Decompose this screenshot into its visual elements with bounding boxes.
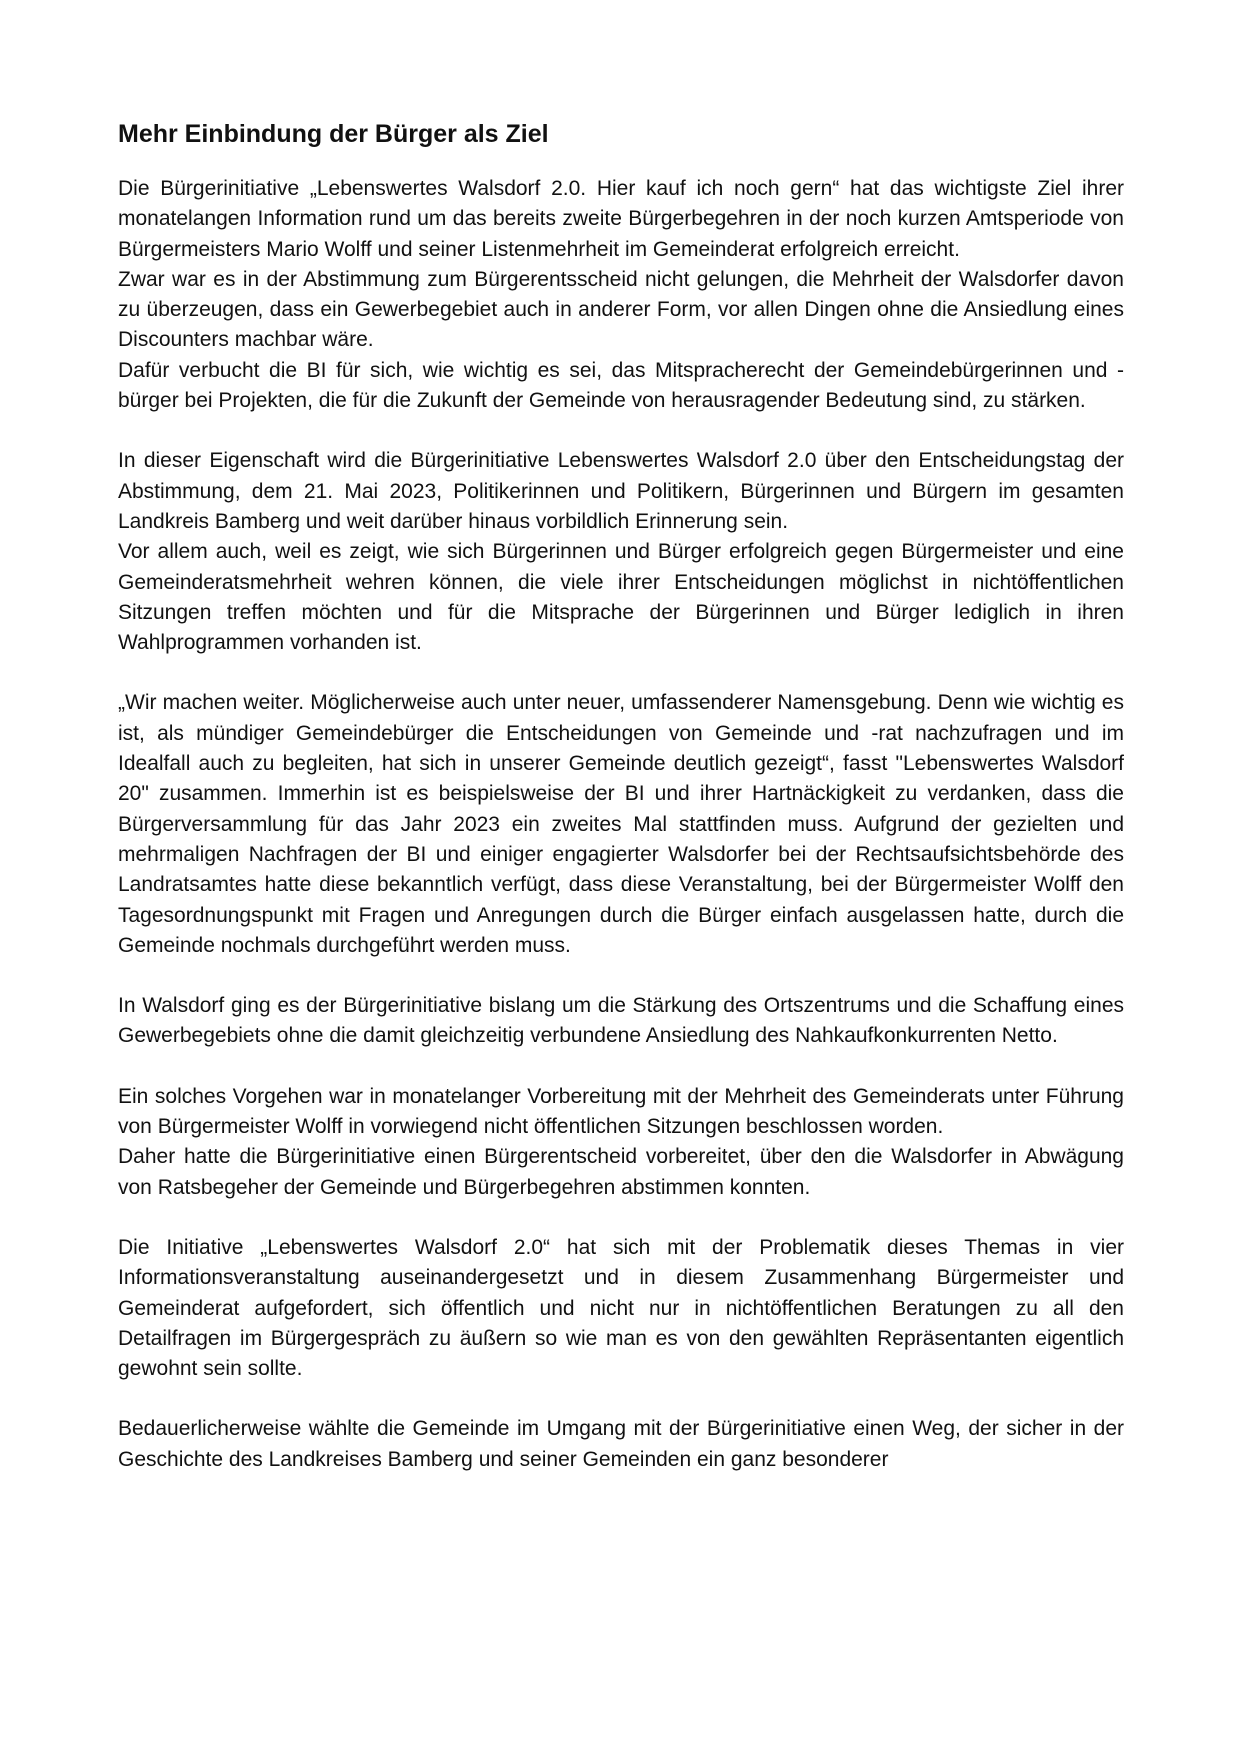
- paragraph-3-line-1: „Wir machen weiter. Möglicherweise auch unter neuer, umfassenderer Namensgebung. Denn wie wichtig es ist, als mündiger Gemeindebürger die Entscheidungen von Gemeinde und -rat nachzufragen und im Idealfall auch zu begleiten, hat sich in unserer Gemeinde deutlich gezeigt“, fasst "Lebenswertes Walsdorf 20" zusammen. Immerhin ist es beispielsweise der BI und ihrer Hartnäckigkeit zu verdanken, dass die Bürgerversammlung für das Jahr 2023 ein zweites Mal stattfinden muss. Aufgrund der gezielten und mehrmaligen Nachfragen der BI und einiger engagierter Walsdorfer bei der Rechtsaufsichtsbehörde des Landratsamtes hatte diese bekanntlich verfügt, dass diese Veranstaltung, bei der Bürgermeister Wolff den Tagesordnungspunkt mit Fragen und Anregungen durch die Bürger einfach ausgelassen hatte, durch die Gemeinde nochmals durchgeführt werden muss.: [118, 691, 1124, 957]
- paragraph-6: [118, 1233, 1124, 1384]
- paragraph-7-line-1: Bedauerlicherweise wählte die Gemeinde im Umgang mit der Bürgerinitiative einen Weg, der sicher in der Geschichte des Landkreises Bamberg und seiner Gemeinden ein ganz besonderer: [118, 1417, 1124, 1471]
- article-title: Mehr Einbindung der Bürger als Ziel: [118, 120, 549, 148]
- paragraph-1: [118, 174, 1124, 416]
- paragraph-gap: [118, 658, 1124, 688]
- paragraph-2-line-1: In dieser Eigenschaft wird die Bürgerinitiative Lebenswertes Walsdorf 2.0 über den Entscheidungstag der Abstimmung, dem 21. Mai 2023, Politikerinnen und Politikern, Bürgerinnen und Bürgern im gesamten Landkreis Bamberg und weit darüber hinaus vorbildlich Erinnerung sein.: [118, 449, 1124, 533]
- paragraph-1-line-2: Zwar war es in der Abstimmung zum Bürgerentsscheid nicht gelungen, die Mehrheit der Walsdorfer davon zu überzeugen, dass ein Gewerbegebiet auch in anderer Form, vor allen Dingen ohne die Ansiedlung eines Discounters machbar wäre.: [118, 267, 1124, 352]
- paragraph-6-line-1: Die Initiative „Lebenswertes Walsdorf 2.0“ hat sich mit der Problematik dieses Themas in vier Informationsveranstaltung auseinandergesetzt und in diesem Zusammenhang Bürgermeister und Gemeinderat aufgefordert, sich öffentlich und nicht nur in nichtöffentlichen Beratungen zu all den Detailfragen im Bürgergespräch zu äußern so wie man es von den gewählten Repräsentanten eigentlich gewohnt sein sollte.: [118, 1235, 1124, 1381]
- paragraph-1-line-3: Dafür verbucht die BI für sich, wie wichtig es sei, das Mitspracherecht der Gemeindebürgerinnen und -bürger bei Projekten, die für die Zukunft der Gemeinde von herausragender Bedeutung sind, zu stärken.: [118, 358, 1124, 413]
- paragraph-4-line-1: In Walsdorf ging es der Bürgerinitiative bislang um die Stärkung des Ortszentrums und die Schaffung eines Gewerbegebiets ohne die damit gleichzeitig verbundene Ansiedlung des Nahkaufkonkurrenten Netto.: [118, 994, 1124, 1048]
- document-page: [118, 118, 1124, 1475]
- paragraph-2-line-2: Vor allem auch, weil es zeigt, wie sich Bürgerinnen und Bürger erfolgreich gegen Bürgermeister und eine Gemeinderatsmehrheit wehren können, die viele ihrer Entscheidungen möglichst in nichtöffentlichen Sitzungen treffen möchten und für die Mitsprache der Bürgerinnen und Bürger lediglich in ihren Wahlprogrammen vorhanden ist.: [118, 540, 1124, 655]
- paragraph-gap: [118, 416, 1124, 446]
- paragraph-5-line-2: Daher hatte die Bürgerinitiative einen Bürgerentscheid vorbereitet, über den die Walsdorfer in Abwägung von Ratsbegeher der Gemeinde und Bürgerbegehren abstimmen konnten.: [118, 1145, 1124, 1199]
- paragraph-1-line-1: Die Bürgerinitiative „Lebenswertes Walsdorf 2.0. Hier kauf ich noch gern“ hat das wichtigste Ziel ihrer monatelangen Information rund um das bereits zweite Bürgerbegehren in der noch kurzen Amtsperiode von Bürgermeisters Mario Wolff und seiner Listenmehrheit im Gemeinderat erfolgreich erreicht.: [118, 177, 1124, 261]
- paragraph-5-line-1: Ein solches Vorgehen war in monatelanger Vorbereitung mit der Mehrheit des Gemeinderats unter Führung von Bürgermeister Wolff in vorwiegend nicht öffentlichen Sitzungen beschlossen worden.: [118, 1084, 1124, 1139]
- paragraph-5: [118, 1082, 1124, 1203]
- paragraph-gap: [118, 1052, 1124, 1082]
- paragraph-7: [118, 1414, 1124, 1475]
- paragraph-3: [118, 688, 1124, 961]
- paragraph-2: [118, 446, 1124, 658]
- paragraph-gap: [118, 961, 1124, 991]
- paragraph-gap: [118, 1384, 1124, 1414]
- paragraph-gap: [118, 1203, 1124, 1233]
- paragraph-4: [118, 991, 1124, 1052]
